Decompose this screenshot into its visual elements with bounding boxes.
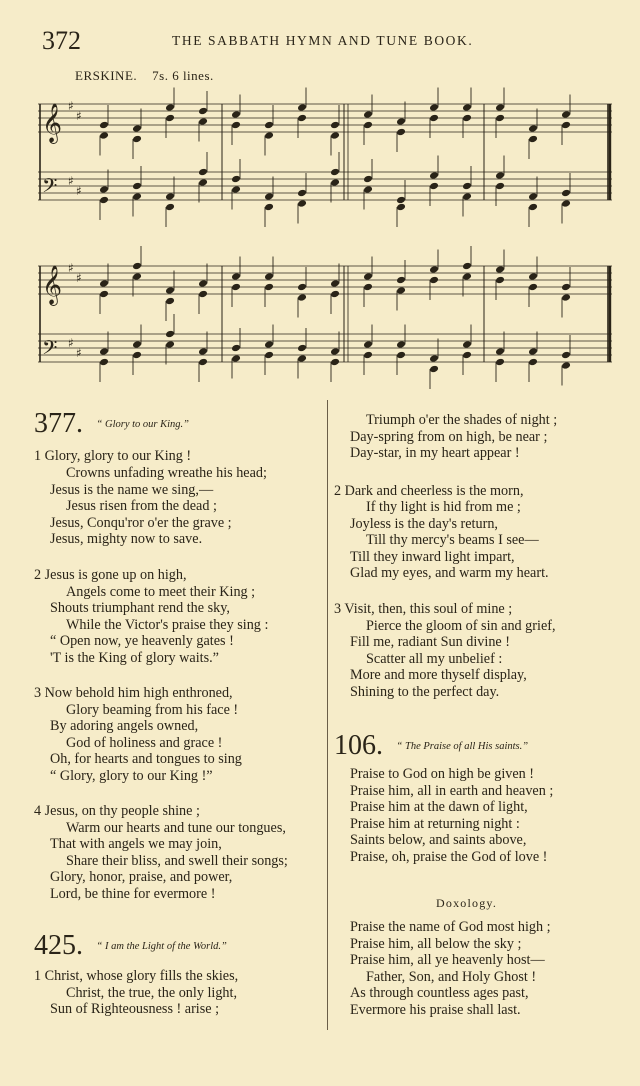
note-head: [198, 279, 208, 288]
note-head: [132, 192, 142, 201]
verse-line: Crowns unfading wreathe his head;: [66, 465, 267, 481]
sharp-icon: ♯: [76, 271, 82, 285]
note-head: [297, 344, 307, 353]
note-head: [231, 354, 241, 363]
note-head: [561, 361, 571, 370]
note-head: [330, 347, 340, 356]
verse-line: Praise him at returning night :: [350, 816, 520, 832]
sharp-icon: ♯: [68, 261, 74, 275]
note-head: [363, 351, 373, 360]
verse-line: That with angels we may join,: [50, 836, 222, 852]
verse-line: If thy light is hid from me ;: [366, 499, 521, 515]
bass-clef-icon: 𝄢: [42, 336, 58, 364]
note-head: [132, 124, 142, 133]
verse-line: Day-spring from on high, be near ;: [350, 429, 548, 445]
bass-clef-icon: 𝄢: [42, 174, 58, 202]
note-head: [495, 114, 505, 123]
note-head: [99, 131, 109, 140]
verse-line: Father, Son, and Holy Ghost !: [366, 969, 537, 985]
verse-line: Praise, oh, praise the God of love !: [350, 849, 548, 865]
note-head: [297, 283, 307, 292]
verse-line: Praise the name of God most high ;: [350, 919, 551, 935]
hymn-title: “ The Praise of all His saints.”: [396, 740, 529, 752]
verse-line: Praise him, all in earth and heaven ;: [350, 783, 554, 799]
note-head: [429, 182, 439, 191]
note-head: [330, 290, 340, 299]
note-head: [396, 351, 406, 360]
note-head: [165, 297, 175, 306]
note-head: [132, 272, 142, 281]
verse-line: 4 Jesus, on thy people shine ;: [34, 803, 200, 819]
note-head: [462, 262, 472, 271]
sharp-icon: ♯: [68, 99, 74, 113]
note-head: [396, 340, 406, 349]
verse-line: Shouts triumphant rend the sky,: [50, 600, 230, 616]
note-head: [264, 272, 274, 281]
note-head: [528, 283, 538, 292]
note-head: [528, 135, 538, 144]
note-head: [528, 203, 538, 212]
sharp-icon: ♯: [76, 109, 82, 123]
note-head: [396, 128, 406, 137]
verse-line: Praise him at the dawn of light,: [350, 799, 528, 815]
note-head: [231, 185, 241, 194]
sharp-icon: ♯: [68, 336, 74, 350]
note-head: [363, 185, 373, 194]
note-head: [429, 354, 439, 363]
note-head: [462, 114, 472, 123]
note-head: [297, 199, 307, 208]
note-head: [99, 347, 109, 356]
note-head: [462, 103, 472, 112]
verse-line: Day-star, in my heart appear !: [350, 445, 520, 461]
note-head: [363, 272, 373, 281]
note-head: [396, 276, 406, 285]
hymn-title: “ I am the Light of the World.”: [96, 940, 227, 952]
tune-name: ERSKINE.: [75, 68, 138, 83]
note-head: [495, 171, 505, 180]
verse-line: Lord, be thine for evermore !: [50, 886, 216, 902]
note-head: [561, 110, 571, 119]
verse-line: Praise to God on high be given !: [350, 766, 535, 782]
verse-line: Warm our hearts and tune our tongues,: [66, 820, 286, 836]
note-head: [165, 286, 175, 295]
note-head: [495, 347, 505, 356]
page-number: 372: [42, 26, 81, 55]
note-head: [165, 114, 175, 123]
note-head: [363, 121, 373, 130]
note-head: [561, 199, 571, 208]
verse-line: Share their bliss, and swell their songs;: [66, 853, 288, 869]
note-head: [429, 171, 439, 180]
note-head: [528, 358, 538, 367]
verse-line: Jesus is the name we sing,—: [50, 482, 214, 498]
note-head: [264, 203, 274, 212]
verse-line: Angels come to meet their King ;: [66, 584, 256, 600]
note-head: [561, 283, 571, 292]
verse-line: Shining to the perfect day.: [350, 684, 500, 700]
note-head: [132, 351, 142, 360]
note-head: [495, 276, 505, 285]
verse-line: Jesus, mighty now to save.: [50, 531, 203, 547]
sharp-icon: ♯: [68, 174, 74, 188]
note-head: [396, 286, 406, 295]
note-head: [165, 340, 175, 349]
verse-line: Jesus, Conqu'ror o'er the grave ;: [50, 515, 232, 531]
verse-line: “ Open now, ye heavenly gates !: [50, 633, 234, 649]
verse-line: 3 Visit, then, this soul of mine ;: [334, 601, 513, 617]
note-head: [528, 192, 538, 201]
hymn-heading: [334, 730, 528, 762]
note-head: [264, 283, 274, 292]
verse-line: Saints below, and saints above,: [350, 832, 527, 848]
note-head: [297, 354, 307, 363]
note-head: [495, 103, 505, 112]
hymn-number: 425.: [34, 930, 83, 961]
note-head: [99, 196, 109, 205]
note-head: [561, 351, 571, 360]
verse-line: Evermore his praise shall last.: [350, 1002, 521, 1018]
verse-line: 2 Jesus is gone up on high,: [34, 567, 187, 583]
note-head: [429, 365, 439, 374]
note-head: [99, 121, 109, 130]
note-head: [561, 121, 571, 130]
note-head: [462, 272, 472, 281]
verse-line: Praise him, all ye heavenly host—: [350, 952, 545, 968]
note-head: [363, 283, 373, 292]
verse-line: Praise him, all below the sky ;: [350, 936, 522, 952]
note-head: [264, 192, 274, 201]
note-head: [396, 203, 406, 212]
verse-line: Christ, the true, the only light,: [66, 985, 238, 1001]
note-head: [495, 265, 505, 274]
note-head: [462, 192, 472, 201]
verse-line: As through countless ages past,: [350, 985, 529, 1001]
note-head: [132, 135, 142, 144]
note-head: [297, 189, 307, 198]
verse-line: Glory beaming from his face !: [66, 702, 239, 718]
note-head: [561, 293, 571, 302]
note-head: [198, 347, 208, 356]
treble-clef-icon: 𝄞: [42, 265, 63, 305]
hymn-number: 106.: [334, 730, 383, 761]
sharp-icon: ♯: [76, 346, 82, 360]
note-head: [264, 131, 274, 140]
verse-line: 3 Now behold him high enthroned,: [34, 685, 233, 701]
note-head: [330, 279, 340, 288]
note-head: [264, 121, 274, 130]
note-head: [363, 340, 373, 349]
note-head: [165, 103, 175, 112]
hymn-heading: [34, 930, 227, 962]
note-head: [528, 272, 538, 281]
verse-line: Sun of Righteousness ! arise ;: [50, 1001, 220, 1017]
verse-line: Glad my eyes, and warm my heart.: [350, 565, 549, 581]
verse-line: Jesus risen from the dead ;: [66, 498, 217, 514]
note-head: [330, 121, 340, 130]
music-score: [0, 0, 640, 400]
verse-line: Till they inward light impart,: [350, 549, 515, 565]
note-head: [528, 347, 538, 356]
verse-line: “ Glory, glory to our King !”: [50, 768, 213, 784]
verse-line: 1 Glory, glory to our King !: [34, 448, 192, 464]
verse-line: Glory, honor, praise, and power,: [50, 869, 233, 885]
verse-line: Fill me, radiant Sun divine !: [350, 634, 510, 650]
note-head: [132, 182, 142, 191]
note-head: [132, 262, 142, 271]
note-head: [264, 351, 274, 360]
note-head: [231, 175, 241, 184]
note-head: [165, 192, 175, 201]
note-head: [363, 110, 373, 119]
note-head: [429, 114, 439, 123]
note-head: [396, 196, 406, 205]
verse-line: While the Victor's praise they sing :: [66, 617, 269, 633]
note-head: [132, 340, 142, 349]
note-head: [429, 276, 439, 285]
note-head: [462, 340, 472, 349]
note-head: [99, 290, 109, 299]
note-head: [561, 189, 571, 198]
note-head: [165, 203, 175, 212]
note-head: [231, 110, 241, 119]
note-head: [330, 358, 340, 367]
note-head: [231, 283, 241, 292]
note-head: [198, 107, 208, 116]
treble-clef-icon: 𝄞: [42, 103, 63, 143]
note-head: [429, 265, 439, 274]
verse-line: Till thy mercy's beams I see—: [366, 532, 539, 548]
hymn-heading: [34, 408, 189, 440]
verse-line: Scatter all my unbelief :: [366, 651, 503, 667]
note-head: [429, 103, 439, 112]
verse-line: 'T is the King of glory waits.”: [50, 650, 219, 666]
note-head: [198, 168, 208, 177]
note-head: [231, 272, 241, 281]
note-head: [462, 351, 472, 360]
doxology-heading: Doxology.: [436, 896, 498, 910]
verse-line: Triumph o'er the shades of night ;: [366, 412, 558, 428]
note-head: [330, 131, 340, 140]
note-head: [198, 178, 208, 187]
note-head: [231, 344, 241, 353]
verse-line: 2 Dark and cheerless is the morn,: [334, 483, 524, 499]
note-head: [297, 293, 307, 302]
tune-meter: 7s. 6 lines.: [152, 68, 214, 83]
hymn-number: 377.: [34, 408, 83, 439]
note-head: [330, 178, 340, 187]
verse-line: God of holiness and grace !: [66, 735, 223, 751]
column-divider: [327, 400, 328, 1030]
note-head: [165, 330, 175, 339]
note-head: [495, 358, 505, 367]
note-head: [396, 117, 406, 126]
note-head: [231, 121, 241, 130]
note-head: [462, 182, 472, 191]
note-head: [363, 175, 373, 184]
sharp-icon: ♯: [76, 184, 82, 198]
note-head: [264, 340, 274, 349]
note-head: [198, 358, 208, 367]
running-title: THE SABBATH HYMN AND TUNE BOOK.: [172, 33, 474, 48]
note-head: [198, 117, 208, 126]
verse-line: Pierce the gloom of sin and grief,: [366, 618, 556, 634]
verse-line: Oh, for hearts and tongues to sing: [50, 751, 242, 767]
note-head: [198, 290, 208, 299]
note-head: [297, 103, 307, 112]
note-head: [528, 124, 538, 133]
verse-line: 1 Christ, whose glory fills the skies,: [34, 968, 239, 984]
note-head: [99, 279, 109, 288]
note-head: [99, 358, 109, 367]
note-head: [330, 168, 340, 177]
note-head: [99, 185, 109, 194]
verse-line: By adoring angels owned,: [50, 718, 199, 734]
hymn-title: “ Glory to our King.”: [96, 418, 190, 430]
verse-line: More and more thyself display,: [350, 667, 527, 683]
verse-line: Joyless is the day's return,: [350, 516, 498, 532]
note-head: [495, 182, 505, 191]
note-head: [297, 114, 307, 123]
